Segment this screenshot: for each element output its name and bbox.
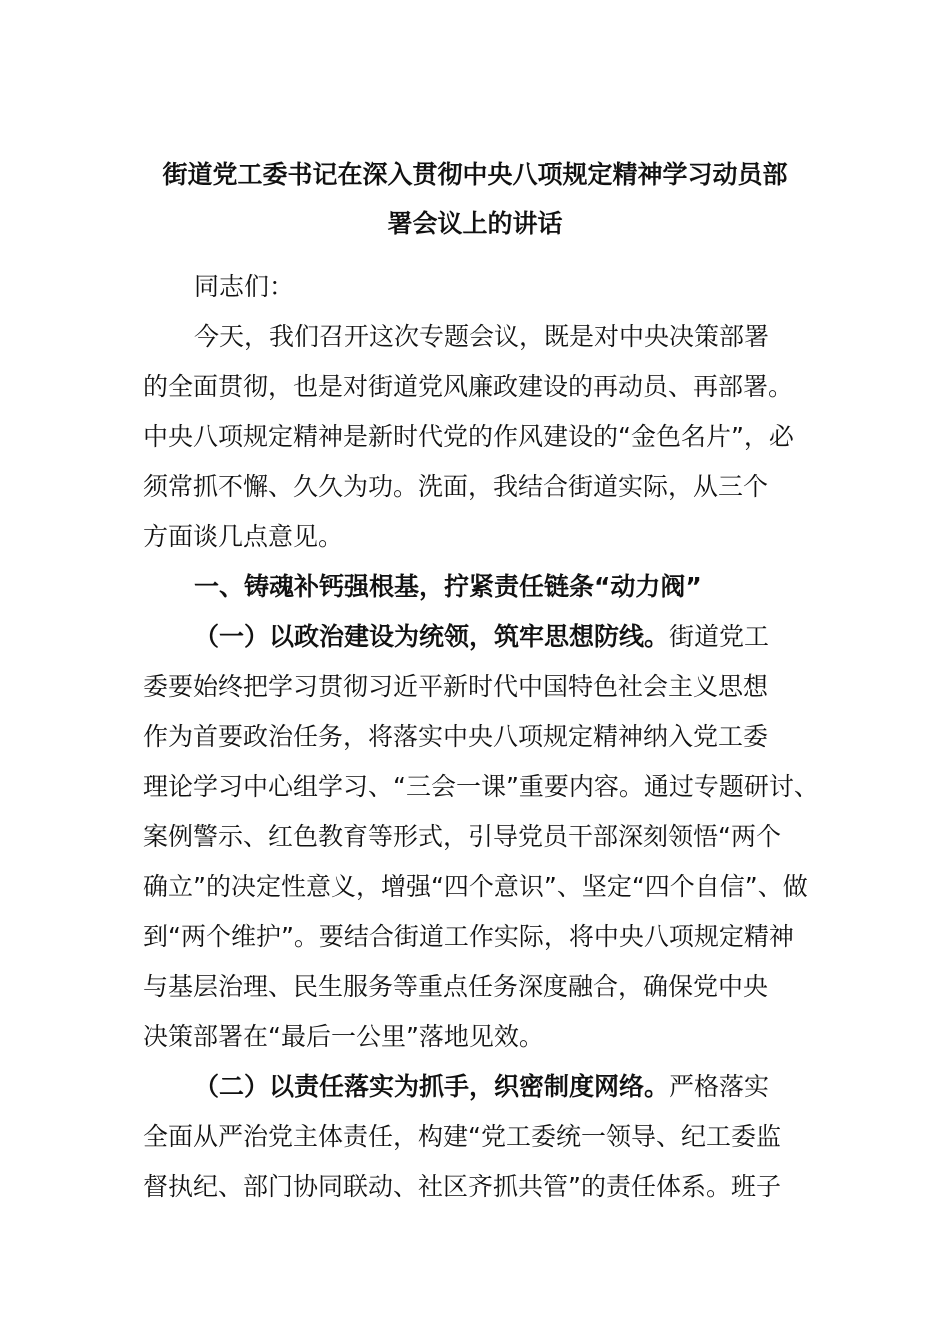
- subsection-1-line-9: 决策部署在“最后一公里”落地见效。: [143, 1022, 544, 1051]
- subsection-1-line-2: 委要始终把学习贯彻习近平新时代中国特色社会主义思想: [143, 672, 769, 701]
- subsection-2-first-line-tail: 严格落实: [669, 1072, 770, 1101]
- intro-line-3: 中央八项规定精神是新时代党的作风建设的“金色名片”，必: [143, 422, 794, 451]
- subsection-1-line-4: 理论学习中心组学习、“三会一课”重要内容。通过专题研讨、: [143, 772, 819, 801]
- subsection-2-first-line: [194, 1070, 769, 1104]
- subsection-1-first-line: [194, 620, 769, 654]
- subsection-1-heading: （一）以政治建设为统领，筑牢思想防线。: [194, 622, 670, 651]
- subsection-1-line-3: 作为首要政治任务，将落实中央八项规定精神纳入党工委: [143, 722, 769, 751]
- document-title-line-2: 署会议上的讲话: [387, 209, 563, 238]
- subsection-2-line-3: 督执纪、部门协同联动、社区齐抓共管”的责任体系。班子: [143, 1172, 781, 1201]
- subsection-1-first-line-tail: 街道党工: [669, 622, 770, 651]
- subsection-1-line-5: 案例警示、红色教育等形式，引导党员干部深刻领悟“两个: [143, 822, 781, 851]
- intro-line-1: 今天，我们召开这次专题会议，既是对中央决策部署: [194, 322, 770, 351]
- subsection-1-line-6: 确立”的决定性意义，增强“四个意识”、坚定“四个自信”、做: [143, 872, 808, 901]
- document-title-line-1: 街道党工委书记在深入贯彻中央八项规定精神学习动员部: [162, 160, 788, 189]
- section-1-heading: 一、铸魂补钙强根基，拧紧责任链条“动力阀”: [194, 572, 702, 601]
- subsection-2-heading: （二）以责任落实为抓手，织密制度网络。: [194, 1072, 670, 1101]
- intro-line-5: 方面谈几点意见。: [143, 522, 344, 551]
- subsection-2-line-2: 全面从严治党主体责任，构建“党工委统一领导、纪工委监: [143, 1122, 781, 1151]
- intro-line-2: 的全面贯彻，也是对街道党风廉政建设的再动员、再部署。: [143, 372, 794, 401]
- subsection-1-line-7: 到“两个维护”。要结合街道工作实际，将中央八项规定精神: [143, 922, 794, 951]
- subsection-1-line-8: 与基层治理、民生服务等重点任务深度融合，确保党中央: [143, 972, 769, 1001]
- intro-line-4: 须常抓不懈、久久为功。洗面，我结合街道实际，从三个: [143, 472, 769, 501]
- salutation: 同志们：: [194, 272, 295, 301]
